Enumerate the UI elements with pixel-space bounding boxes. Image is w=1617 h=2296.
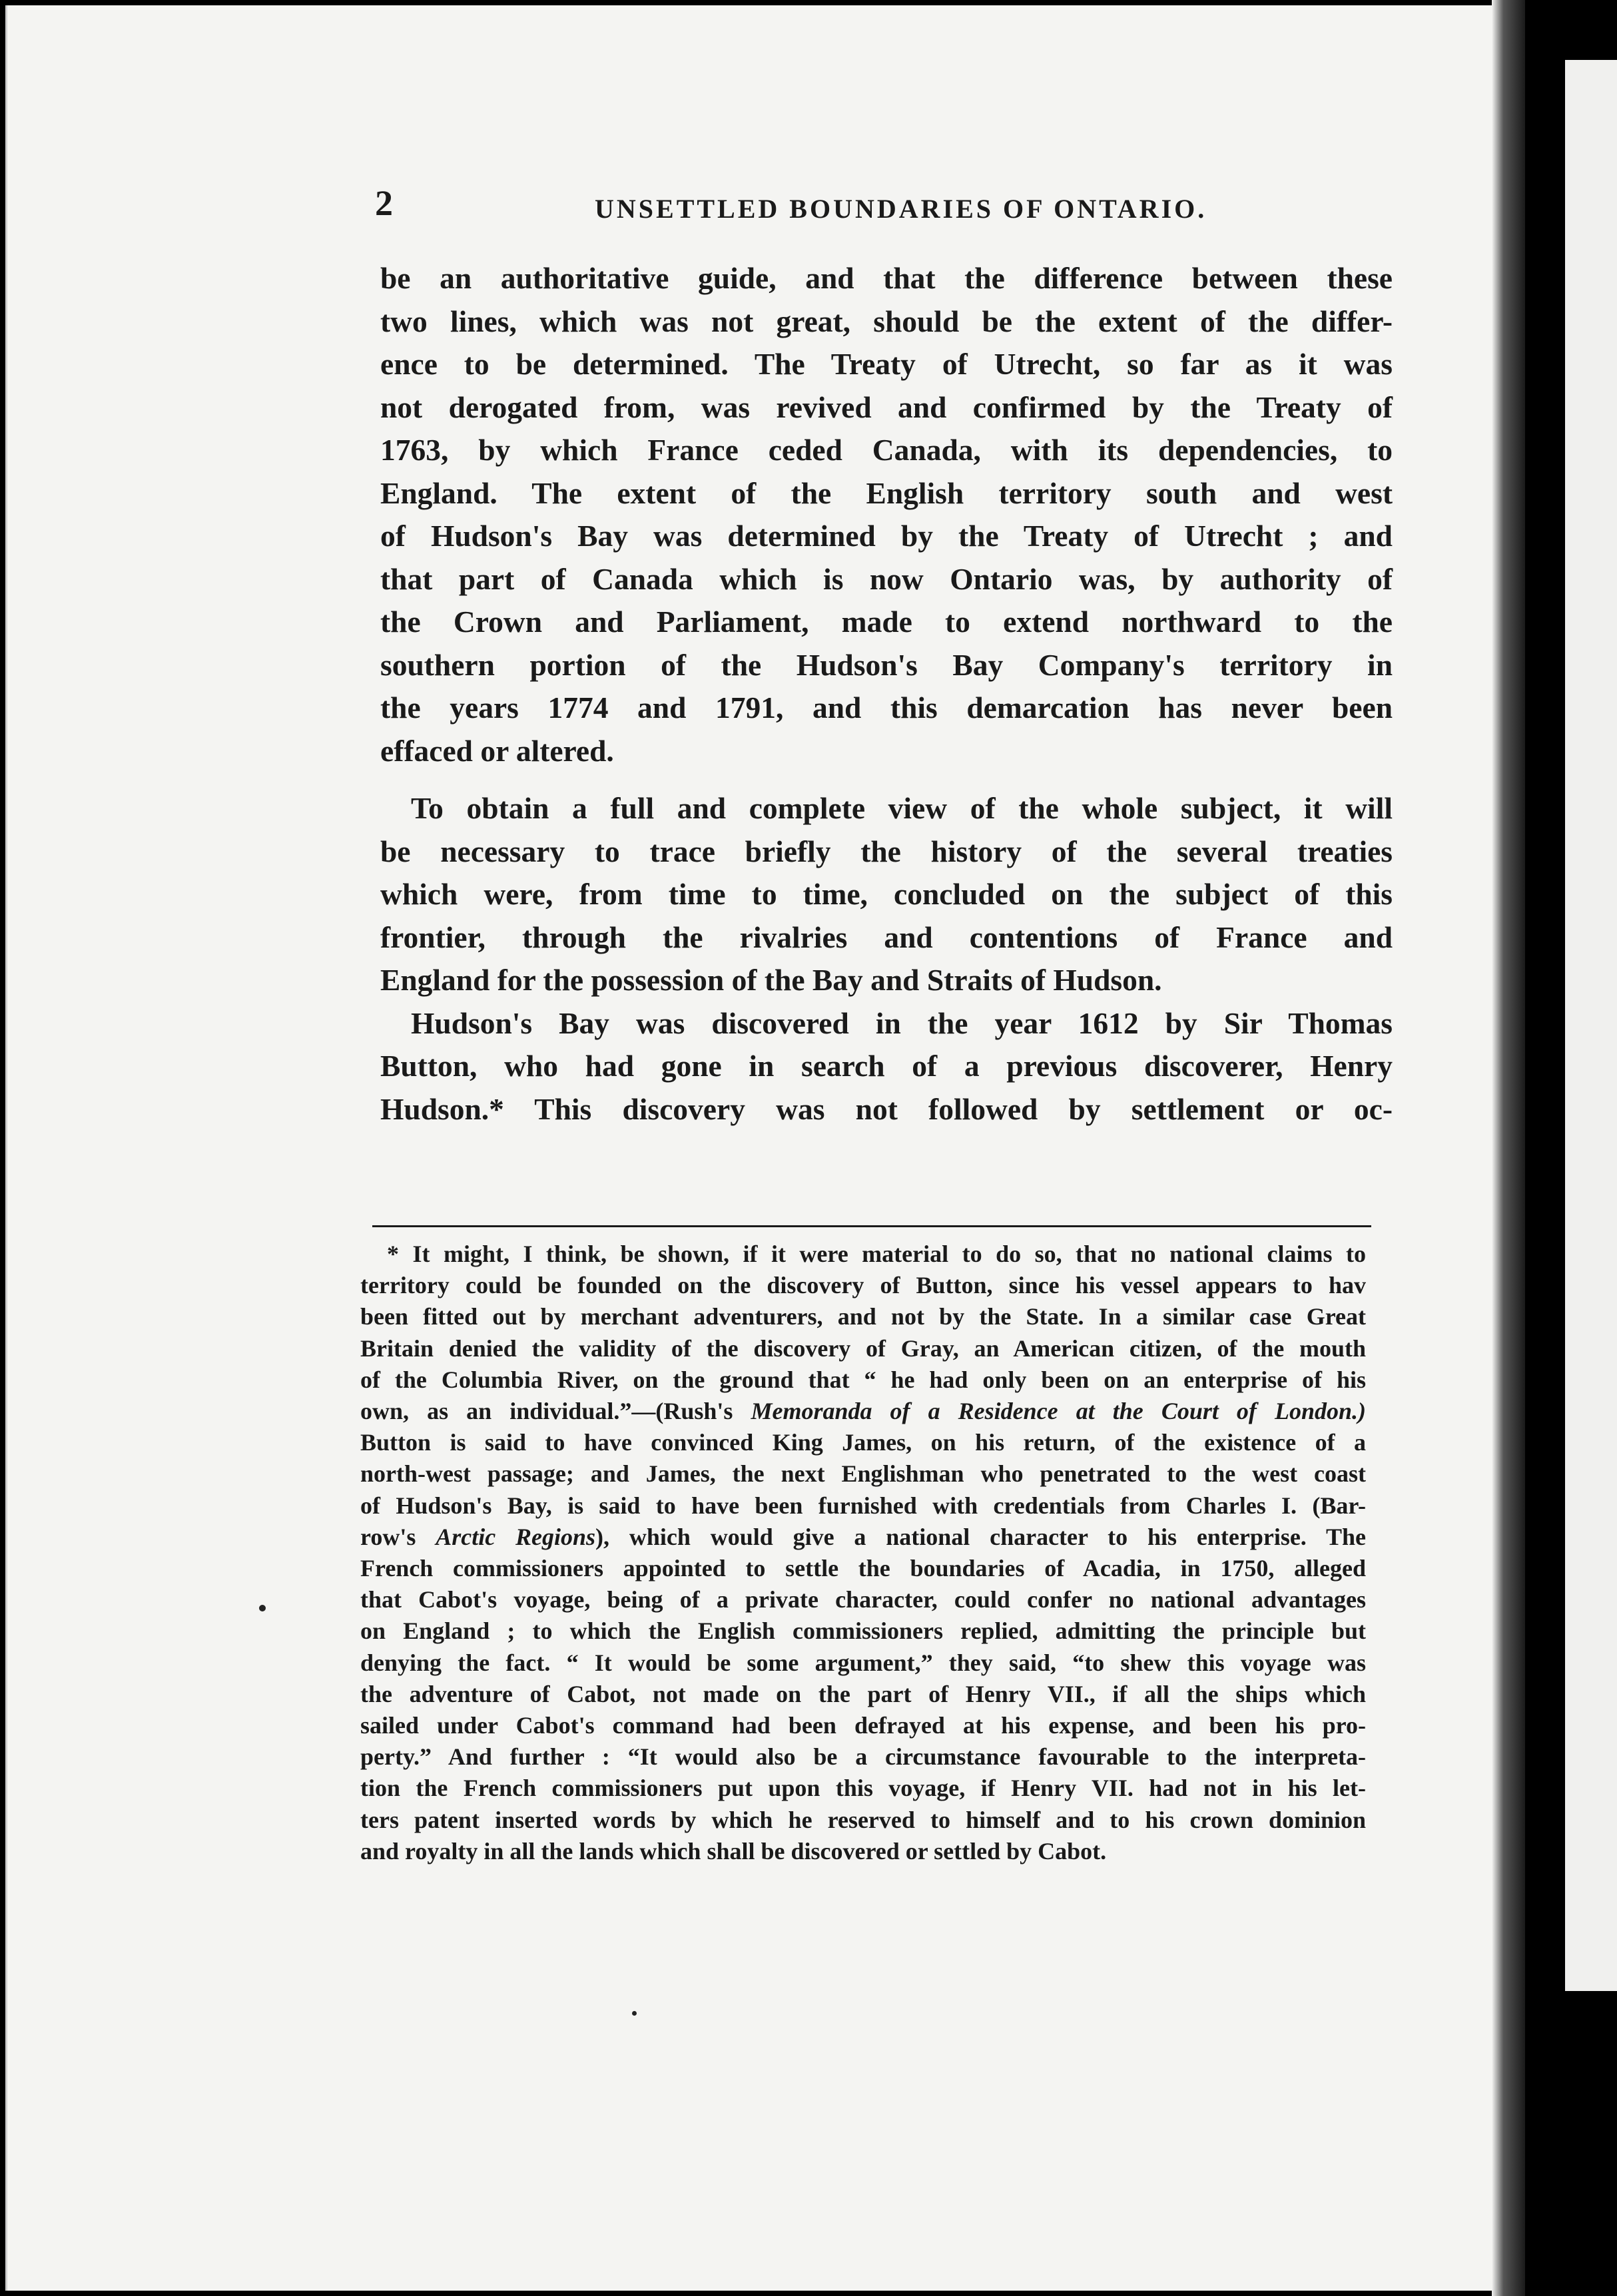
- citation-title: Arctic Regions: [436, 1523, 596, 1550]
- text-line: southern portion of the Hudson's Bay Company's territory in: [380, 647, 1393, 682]
- footnote-line: north-west passage; and James, the next Englishman who penetrated to the west coast: [360, 1460, 1366, 1488]
- text-line: ence to be determined. The Treaty of Utrecht, so far as it was: [380, 347, 1393, 381]
- text-line: that part of Canada which is now Ontario was, by authority of: [380, 561, 1393, 596]
- footnote-text: ), which would give a national character to his enterprise. The: [595, 1523, 1367, 1550]
- citation-title: Memoranda of a Residence at the Court of London.): [751, 1398, 1367, 1425]
- footnote-line: * It might, I think, be shown, if it were material to do so, that no national claims to: [387, 1241, 1366, 1267]
- text-line: the years 1774 and 1791, and this demarcation has never been: [380, 691, 1393, 724]
- text-line: To obtain a full and complete view of the whole subject, it will: [411, 791, 1393, 825]
- footnote-line: tion the French commissioners put upon this voyage, if Henry VII. had not in his let-: [360, 1775, 1366, 1802]
- footnote-line: of Hudson's Bay, is said to have been furnished with credentials from Charles I. (Bar-: [360, 1492, 1366, 1519]
- footnote-line: French commissioners appointed to settle the boundaries of Acadia, in 1750, alleged: [360, 1555, 1366, 1582]
- footnote-line: of the Columbia River, on the ground that “ he had only been on an enterprise of his: [360, 1366, 1366, 1393]
- text-line: Hudson.* This discovery was not followed by settlement or oc-: [380, 1091, 1393, 1126]
- ink-speck: [259, 1605, 266, 1611]
- footnote-line: ters patent inserted words by which he reserved to himself and to his crown dominion: [360, 1806, 1366, 1833]
- main-text: [380, 257, 1393, 1131]
- text-line: 1763, by which France ceded Canada, with its dependencies, to: [380, 433, 1393, 467]
- text-line: be necessary to trace briefly the history of the several treaties: [380, 834, 1393, 868]
- page-header: [375, 183, 1472, 233]
- text-line: England for the possession of the Bay and Straits of Hudson.: [380, 963, 1162, 997]
- text-line: be an authoritative guide, and that the difference between these: [380, 261, 1393, 295]
- footnote-line: [360, 1522, 1366, 1553]
- page-gutter-shadow: [1492, 0, 1525, 2296]
- text-line: Button, who had gone in search of a previous discoverer, Henry: [380, 1049, 1393, 1083]
- text-line: effaced or altered.: [380, 733, 614, 768]
- footnote-line: been fitted out by merchant adventurers, and not by the State. In a similar case Great: [360, 1303, 1366, 1330]
- ink-speck: [632, 2011, 637, 2016]
- page-number: 2: [375, 183, 393, 223]
- text-line: Hudson's Bay was discovered in the year 1612 by Sir Thomas: [411, 1005, 1393, 1040]
- footnote-text: own, as an individual.”—(Rush's: [360, 1398, 733, 1425]
- text-line: not derogated from, was revived and confirmed by the Treaty of: [380, 390, 1393, 424]
- footnote-line: sailed under Cabot's command had been defrayed at his expense, and been his pro-: [360, 1712, 1366, 1739]
- running-head: UNSETTLED BOUNDARIES OF ONTARIO.: [595, 194, 1207, 224]
- facing-page-edge: [1525, 0, 1617, 2296]
- scanned-page: [5, 5, 1525, 2291]
- text-line: which were, from time to time, concluded on the subject of this: [380, 877, 1393, 911]
- footnote-line: perty.” And further : “It would also be a circumstance favourable to the interpreta-: [360, 1743, 1366, 1771]
- footnote-line: Britain denied the validity of the discovery of Gray, an American citizen, of the mouth: [360, 1334, 1366, 1362]
- footnote-line: on England ; to which the English commissioners replied, admitting the principle but: [360, 1617, 1366, 1645]
- footnote-line: the adventure of Cabot, not made on the part of Henry VII., if all the ships which: [360, 1680, 1366, 1707]
- facing-page-sliver: [1565, 60, 1617, 1991]
- footnote-line: and royalty in all the lands which shall be discovered or settled by Cabot.: [360, 1837, 1107, 1865]
- text-line: of Hudson's Bay was determined by the Treaty of Utrecht ; and: [380, 519, 1393, 553]
- footnote-line: Button is said to have convinced King James, on his return, of the existence of a: [360, 1429, 1366, 1456]
- footnote-line: [360, 1396, 1366, 1427]
- footnote-line: territory could be founded on the discovery of Button, since his vessel appears to hav: [360, 1272, 1366, 1299]
- text-line: the Crown and Parliament, made to extend northward to the: [380, 605, 1393, 639]
- footnote-line: denying the fact. “ It would be some argument,” they said, “to shew this voyage was: [360, 1649, 1366, 1676]
- text-line: frontier, through the rivalries and contentions of France and: [380, 920, 1393, 954]
- text-line: England. The extent of the English territory south and west: [380, 475, 1393, 510]
- footnote: [360, 1239, 1366, 1867]
- footnote-line: that Cabot's voyage, being of a private character, could confer no national advantages: [360, 1586, 1366, 1613]
- text-line: two lines, which was not great, should be the extent of the differ-: [380, 304, 1393, 338]
- footnote-text: row's: [360, 1523, 416, 1550]
- footnote-divider: [372, 1225, 1371, 1227]
